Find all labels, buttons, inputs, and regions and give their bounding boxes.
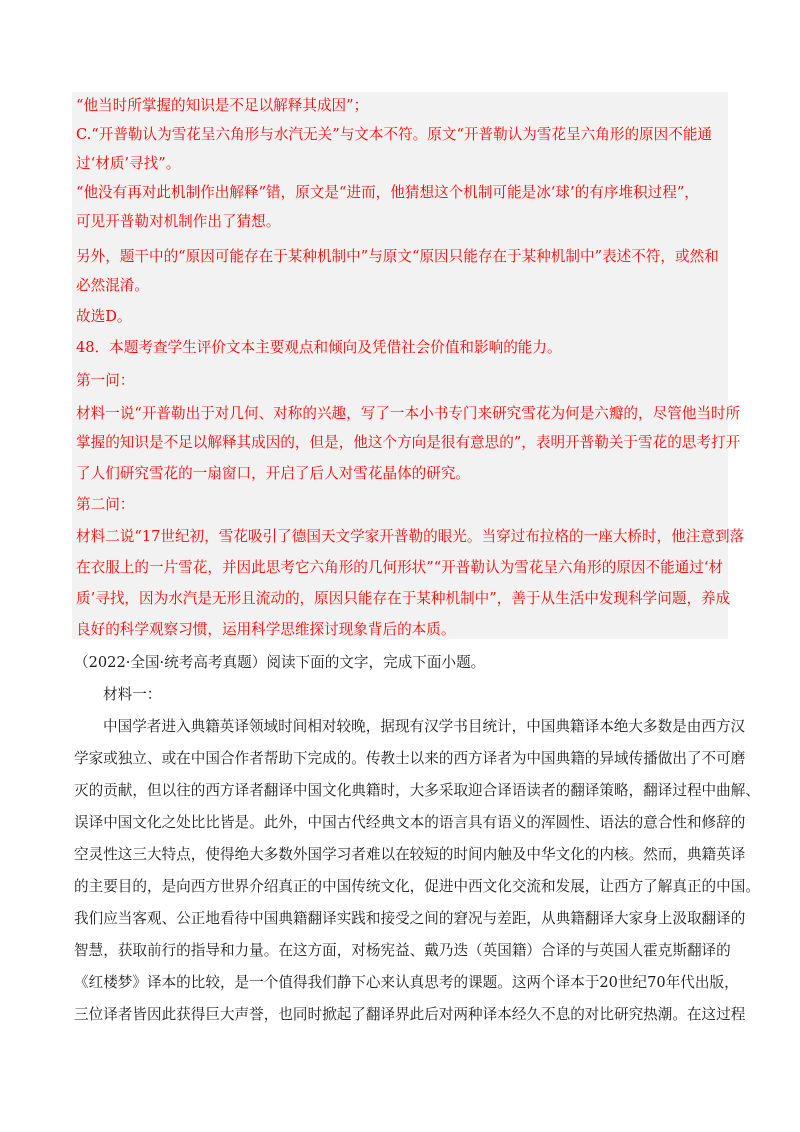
- answer-explanation-box: [72, 92, 745, 639]
- material-label: 材料一：: [103, 686, 162, 703]
- answer-line: 过‘材质’寻找”。: [76, 155, 181, 172]
- passage-line: 的主要目的，是向西方世界介绍真正的中国传统文化，促进中西文化交流和发展，让西方了解真正的中国。: [74, 878, 760, 895]
- passage-line: 中国学者进入典籍英译领域时间相对较晚，据现有汉学书目统计，中国典籍译本绝大多数是由西方汉: [103, 718, 746, 735]
- answer-line: 材料一说“开普勒出于对几何、对称的兴趣，写了一本小书专门来研究雪花为何是六瓣的，尽管他当时所: [76, 405, 741, 422]
- answer-line: 第二问：: [76, 496, 135, 513]
- passage-line: 《红楼梦》译本的比较，是一个值得我们静下心来认真思考的课题。这两个译本于20世纪70年代出版，: [74, 974, 739, 991]
- answer-line: 第一问：: [76, 372, 135, 389]
- answer-line: 故选D。: [76, 308, 132, 325]
- answer-line: 材料二说“17世纪初，雪花吸引了德国天文学家开普勒的眼光。当穿过布拉格的一座大桥时，他注意到落: [76, 528, 745, 545]
- answer-line: 必然混淆。: [76, 277, 149, 294]
- passage-line: 智慧，获取前行的指导和力量。在这方面，对杨宪益、戴乃迭（英国籍）合译的与英国人霍克斯翻译的: [74, 942, 731, 959]
- answer-line: 另外，题干中的“原因可能存在于某种机制中”与原文“原因只能存在于某种机制中”表述不符，或然和: [76, 248, 719, 265]
- passage-line: 三位译者皆因此获得巨大声誉，也同时掀起了翻译界此后对两种译本经久不息的对比研究热潮。在这过程: [74, 1006, 746, 1023]
- answer-line: 良好的科学观察习惯，运用科学思维探讨现象背后的本质。: [76, 621, 456, 638]
- passage-line: 误译中国文化之处比比皆是。此外，中国古代经典文本的语言具有语义的浑圆性、语法的意合性和修辞的: [74, 814, 746, 831]
- answer-line: 掌握的知识是不足以解释其成因的，但是，他这个方向是很有意思的”，表明开普勒关于雪花的思考打开: [76, 434, 741, 451]
- passage-line: 学家或独立、或在中国合作者帮助下完成的。传教士以来的西方译者为中国典籍的异域传播做出了不可磨: [74, 750, 746, 767]
- answer-line: 质’寻找，因为水汽是无形且流动的，原因只能存在于某种机制中”，善于从生活中发现科学问题，养成: [76, 590, 731, 607]
- passage-line: 空灵性这三大特点，使得绝大多数外国学习者难以在较短的时间内触及中华文化的内核。然而，典籍英译: [74, 846, 746, 863]
- passage-line: 我们应当客观、公正地看待中国典籍翻译实践和接受之间的窘况与差距，从典籍翻译大家身上汲取翻译的: [74, 910, 746, 927]
- answer-line: 在衣服上的一片雪花，并因此思考它六角形的几何形状”“开普勒认为雪花呈六角形的原因不能通过‘材: [76, 559, 724, 576]
- answer-line: “他当时所掌握的知识是不足以解释其成因”；: [76, 97, 369, 114]
- question-intro: （2022·全国·统考高考真题）阅读下面的文字，完成下面小题。: [74, 654, 486, 671]
- answer-line: “他没有再对此机制作出解释”错，原文是“进而，他猜想这个机制可能是冰‘球’的有序堆积过程”，: [76, 184, 699, 201]
- answer-line: 了人们研究雪花的一扇窗口，开启了后人对雪花晶体的研究。: [76, 465, 471, 482]
- answer-line: 可见开普勒对机制作出了猜想。: [76, 213, 281, 230]
- answer-line: 48．本题考查学生评价文本主要观点和倾向及凭借社会价值和影响的能力。: [76, 339, 562, 356]
- answer-line: C.“开普勒认为雪花呈六角形与水汽无关”与文本不符。原文“开普勒认为雪花呈六角形的原因不能通: [76, 126, 713, 143]
- passage-line: 灭的贡献，但以往的西方译者翻译中国文化典籍时，大多采取迎合译语读者的翻译策略，翻译过程中曲解、: [74, 782, 760, 799]
